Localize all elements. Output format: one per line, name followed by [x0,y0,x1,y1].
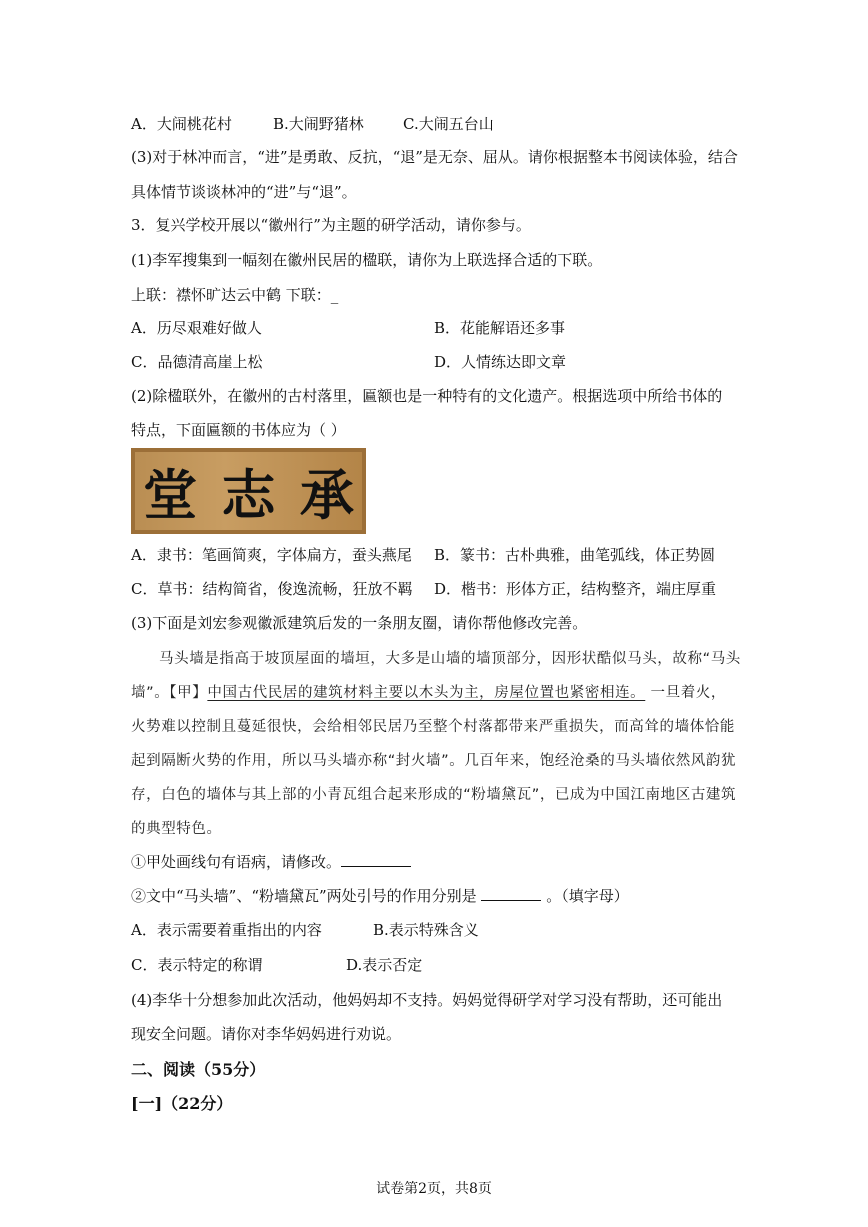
q3-sub3: (3)下面是刘宏参观徽派建筑后发的一条朋友圈，请你帮他修改完善。 [131,614,588,632]
q3-item2-option-c: C．表示特定的称谓 [131,956,263,974]
answer-blank-1[interactable] [341,852,411,867]
q3-item2-text-b: 。（填字母） [541,887,629,905]
q3-sub2-line1: (2)除楹联外，在徽州的古村落里，匾额也是一种特有的文化遗产。根据选项中所给书体的 [131,387,723,405]
q3-sub2-option-c: C．草书：结构简省，俊逸流畅，狂放不羁 [131,580,413,598]
calligraphy-plaque-image [131,448,366,534]
q3-sub2-option-b: B．篆书：古朴典雅，曲笔弧线，体正势圆 [434,546,716,564]
q3-sub2-option-d: D．楷书：形体方正，结构整齐，端庄厚重 [434,580,717,598]
q3-item1 [131,852,411,872]
q3-couplet: 上联：襟怀旷达云中鹤 下联：_ [131,286,339,304]
q2-sub3-line2: 具体情节谈谈林冲的“进”与“退”。 [131,183,357,201]
q3-sub1-option-d: D．人情练达即文章 [434,353,567,371]
passage-underlined-sentence: 中国古代民居的建筑材料主要以木头为主，房屋位置也紧密相连。 [207,685,646,701]
q2-option-c: C.大闹五台山 [403,115,494,133]
passage-part1: 马头墙是指高于坡顶屋面的墙垣，大多是山墙的墙顶部分，因形状酷似马头，故称“马头墙”。【甲】 [131,651,741,701]
plaque-char-3: 承 [299,462,354,527]
q3-item2-option-b: B.表示特殊含义 [373,921,479,939]
page-footer: 试卷第2页，共8页 [376,1181,492,1197]
section-2-part1: [一]（22分） [131,1094,233,1113]
q3-sub1: (1)李军搜集到一幅刻在徽州民居的楹联，请你为上联选择合适的下联。 [131,251,603,269]
q3-item2-option-d: D.表示否定 [346,956,423,974]
q3-item2-text-a: ②文中“马头墙”、“粉墙黛瓦”两处引号的作用分别是 [131,887,482,905]
section-2-title: 二、阅读（55分） [131,1060,266,1079]
q3-sub2-line2: 特点，下面匾额的书体应为（ ） [131,421,346,439]
answer-blank-2[interactable] [481,886,541,901]
q3-sub4-line2: 现安全问题。请你对李华妈妈进行劝说。 [131,1025,402,1043]
q3-sub4-line1: (4)李华十分想参加此次活动，他妈妈却不支持。妈妈觉得研学对学习没有帮助，还可能出 [131,991,723,1009]
q3-title: 3．复兴学校开展以“徽州行”为主题的研学活动，请你参与。 [131,216,531,234]
q3-item1-text: ①甲处画线句有语病，请修改。 [131,853,342,871]
q3-item2-option-a: A．表示需要着重指出的内容 [131,921,322,939]
passage-part2: 一旦着火，火势难以控制且蔓延很快，会给相邻民居乃至整个村落都带来严重损失，而高耸的墙体恰能起到隔断火势的作用，所以马头墙亦称“封火墙”。几百年来，饱经沧桑的马头墙依然风韵犹存，白色的墙体与其上部的小青瓦组合起来形成的“粉墙黛瓦”，已成为中国江南地区古建筑的典型特色。 [131,685,737,837]
plaque-char-2: 志 [221,462,276,527]
q3-item2 [131,886,629,906]
q2-sub3-line1: (3)对于林冲而言，“进”是勇敢、反抗，“退”是无奈、屈从。请你根据整本书阅读体验，结合 [131,148,738,166]
plaque-characters [131,456,366,526]
plaque-char-1: 堂 [143,462,198,527]
q3-sub1-option-c: C．品德清高崖上松 [131,353,263,371]
q3-sub2-option-a: A．隶书：笔画简爽，字体扁方，蚕头燕尾 [131,546,412,564]
q3-sub1-option-b: B．花能解语还多事 [434,319,566,337]
passage [131,642,741,846]
q2-option-b: B.大闹野猪林 [273,115,364,133]
q3-sub1-option-a: A．历尽艰难好做人 [131,319,262,337]
q2-option-a: A．大闹桃花村 [131,115,232,133]
